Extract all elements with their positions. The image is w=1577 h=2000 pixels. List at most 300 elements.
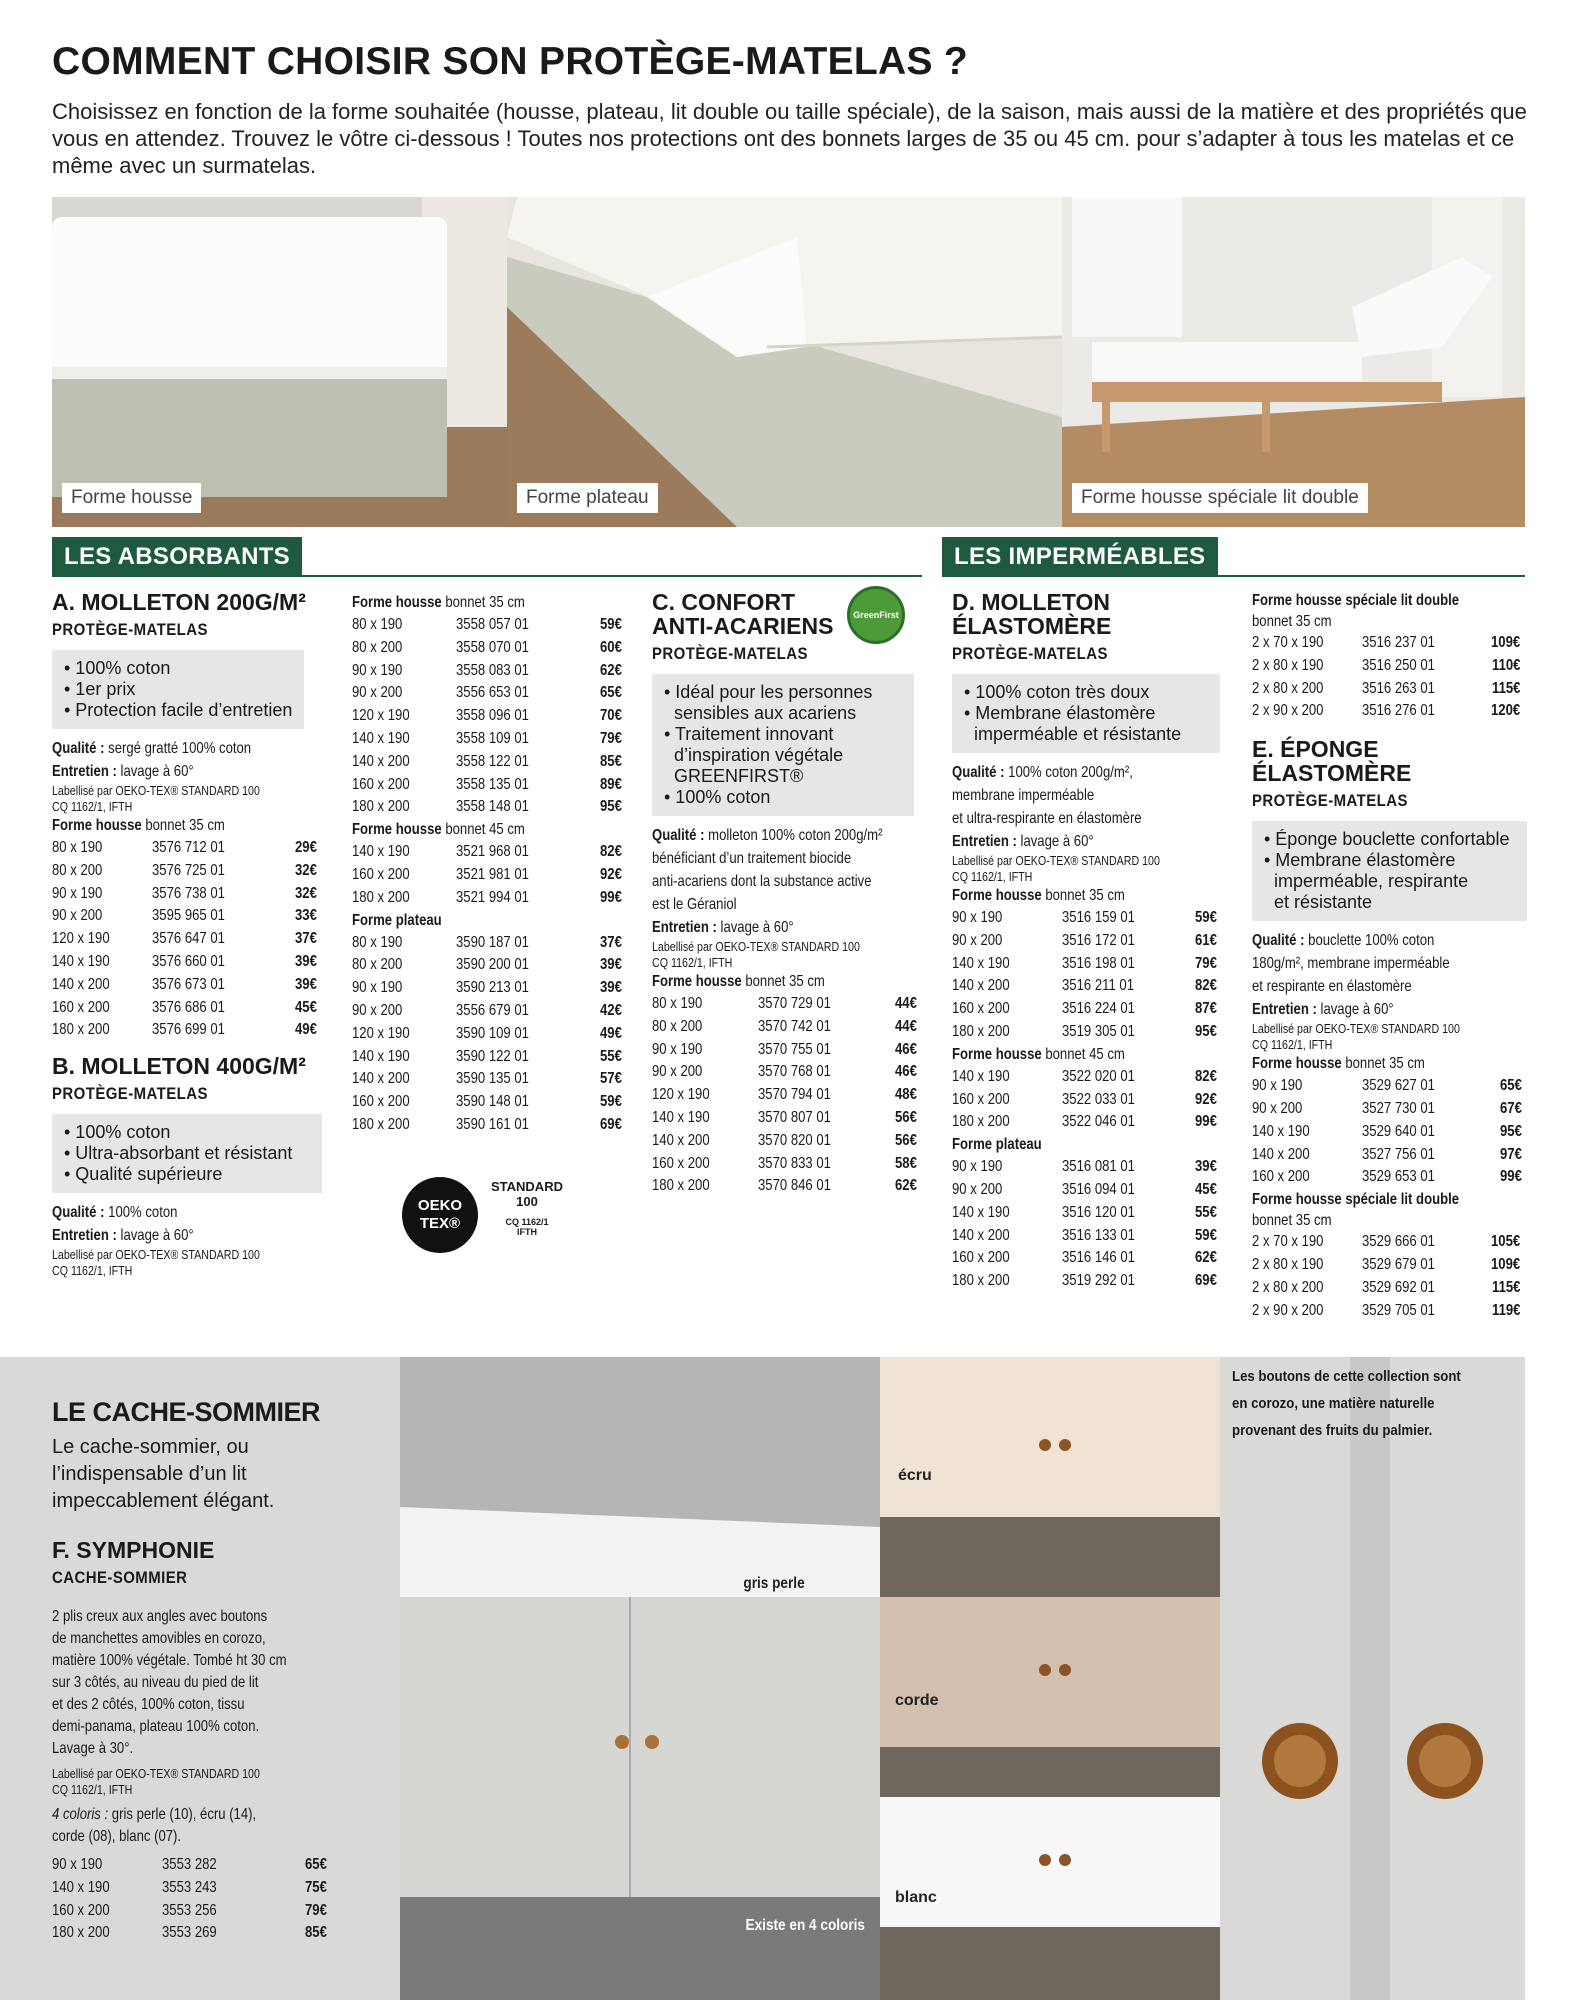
column-d [952,590,1222,1293]
lit-double-illustration [1062,197,1525,527]
size-cell: 160 x 200 [352,1093,410,1111]
product-c-label: Labellisé par OEKO-TEX® STANDARD 100 [652,939,860,954]
product-c-qualite-4: est le Géraniol [652,896,737,913]
price-cell: 92€ [1195,1090,1218,1108]
price-cell: 59€ [1195,909,1218,926]
price-cell: 46€ [895,1063,918,1081]
price-row [652,1130,922,1153]
price-cell: 56€ [895,1108,918,1126]
reference-cell: 3558 135 01 [456,775,530,793]
price-row [352,887,627,910]
size-cell: 90 x 190 [652,1040,703,1058]
reference-cell: 3521 994 01 [456,888,530,906]
size-cell: 2 x 80 x 190 [1252,1255,1324,1273]
price-row [1252,1144,1527,1167]
size-cell: 2 x 80 x 200 [1252,1278,1324,1296]
product-c-qualite-3: anti-acariens dont la substance active [652,873,872,890]
price-row [952,907,1222,930]
reference-cell: 3527 756 01 [1362,1145,1435,1163]
intro-text: Choisissez en fonction de la forme souhaitée (housse, plateau, lit double ou taille spéciale), de la saison, mais aussi de la matière et des propriétés que vous en attendez. Trouvez le vôtre ci-dessous ! Toutes nos protections ont des bonnets larges de 35 ou 45 cm. pour s’adapter à tous les matelas et ce même avec un surmatelas. [52,99,1527,178]
column-b-prices [352,592,627,1287]
size-cell: 80 x 190 [652,995,703,1012]
band-absorbants [52,537,922,577]
gris-perle-label: gris perle [743,1575,805,1592]
price-row [652,1061,922,1084]
price-row [1252,700,1527,723]
reference-cell: 3558 109 01 [456,729,530,747]
price-cell: 99€ [1500,1168,1523,1186]
price-cell: 85€ [600,752,623,770]
feature: • Membrane élastomère [1264,850,1456,871]
product-c-features [652,674,914,816]
size-cell: 80 x 200 [352,638,403,656]
price-cell: 79€ [600,729,623,747]
price-cell: 99€ [1195,1113,1218,1131]
reference-cell: 3522 020 01 [1062,1067,1135,1085]
reference-cell: 3519 305 01 [1062,1022,1135,1040]
product-a-features [52,650,304,729]
column-a-b [52,590,322,1279]
size-cell: 180 x 200 [352,1115,410,1133]
price-row [1252,1300,1527,1323]
housse-illustration [52,197,507,527]
corozo-button-illustration [1220,1357,1525,2000]
product-a-qualite: Qualité : sergé gratté 100% coton [52,740,252,757]
feature: • Idéal pour les personnes [664,682,873,702]
reference-cell: 3516 146 01 [1062,1249,1135,1267]
size-cell: 140 x 190 [52,1878,110,1896]
page-title: COMMENT CHOISIR SON PROTÈGE-MATELAS ? [52,40,969,83]
size-cell: 180 x 200 [952,1022,1010,1040]
price-cell: 109€ [1491,1255,1521,1273]
cache-price-table [52,1854,332,1945]
swatch-blanc-label: blanc [895,1889,937,1906]
size-cell: 90 x 200 [352,684,403,702]
size-cell: 2 x 70 x 190 [1252,634,1324,651]
price-cell: 95€ [600,798,623,816]
product-c-qualite-2: bénéficiant d’un traitement biocide [652,850,852,867]
size-cell: 160 x 200 [1252,1168,1310,1186]
product-e-subtitle: PROTÈGE-MATELAS [1252,791,1408,811]
reference-cell: 3516 263 01 [1361,679,1435,697]
reference-cell: 3576 686 01 [151,998,225,1016]
price-row [352,660,627,683]
product-a-subtitle: PROTÈGE-MATELAS [52,620,208,639]
price-row [352,682,627,705]
size-cell: 140 x 200 [352,752,410,770]
reference-cell: 3558 148 01 [456,798,530,816]
size-cell: 180 x 200 [652,1177,710,1195]
price-cell: 120€ [1491,702,1521,720]
reference-cell: 3590 109 01 [456,1024,530,1042]
price-row [652,1084,922,1107]
price-row [652,1016,922,1039]
price-row [52,997,322,1020]
price-cell: 82€ [600,843,623,861]
reference-cell: 3522 046 01 [1062,1113,1135,1131]
reference-cell: 3576 699 01 [151,1021,225,1039]
reference-cell: 3590 213 01 [456,979,530,997]
price-cell: 59€ [600,1093,623,1111]
reference-cell: 3595 965 01 [151,907,225,925]
price-row [352,751,627,774]
group-heading: Forme plateau [352,911,442,929]
reference-cell: 3570 755 01 [757,1040,831,1058]
size-cell: 160 x 200 [652,1154,710,1172]
size-cell: 180 x 200 [52,1021,110,1039]
reference-cell: 3590 187 01 [456,933,530,951]
band-impermeables [942,537,1525,577]
price-row [952,1202,1222,1225]
product-b-groups [352,592,627,1137]
reference-cell: 3576 725 01 [151,861,225,879]
price-row [1252,632,1527,655]
size-cell: 140 x 190 [952,1067,1010,1085]
reference-cell: 3516 276 01 [1361,702,1435,720]
price-cell: 39€ [295,952,318,970]
price-row [352,1046,627,1069]
price-row [952,1021,1222,1044]
size-cell: 120 x 190 [52,930,110,948]
product-c-title-2: ANTI-ACARIENS [652,613,834,639]
price-row [952,1247,1222,1270]
product-a-group: Forme housse bonnet 35 cm [52,817,225,834]
product-e-special-table [1252,1231,1527,1322]
reference-cell: 3553 243 [162,1878,217,1896]
price-row [352,728,627,751]
size-cell: 140 x 200 [652,1131,710,1149]
price-table [352,932,627,1137]
size-cell: 120 x 190 [352,707,410,725]
product-c-cq: CQ 1162/1, IFTH [652,955,733,970]
price-cell: 44€ [895,1017,918,1035]
product-a-table [52,837,322,1042]
price-cell: 82€ [1195,1067,1218,1085]
swatches-column [880,1357,1220,2000]
photo-label-housse: Forme housse [62,483,201,513]
reference-cell: 3516 081 01 [1062,1158,1135,1176]
price-row [52,1877,332,1900]
price-row [952,1111,1222,1134]
price-cell: 79€ [305,1901,328,1919]
product-d-title-1: D. MOLLETON [952,589,1111,615]
price-table [1252,1075,1527,1189]
size-cell: 160 x 200 [952,1090,1010,1108]
size-cell: 140 x 190 [52,952,110,970]
price-row [652,1039,922,1062]
price-cell: 62€ [1195,1249,1218,1267]
photo-forme-housse-speciale [1062,197,1525,527]
reference-cell: 3516 211 01 [1062,977,1134,995]
price-cell: 33€ [295,907,318,925]
size-cell: 90 x 190 [952,909,1003,926]
price-row [52,951,322,974]
reference-cell: 3558 122 01 [456,752,530,770]
price-cell: 67€ [1500,1099,1523,1117]
price-row [52,883,322,906]
feature: • Membrane élastomère [964,703,1156,723]
reference-cell: 3516 237 01 [1361,634,1435,651]
reference-cell: 3570 820 01 [757,1131,831,1149]
product-d-label: Labellisé par OEKO-TEX® STANDARD 100 [952,853,1160,868]
size-cell: 90 x 200 [1252,1099,1303,1117]
price-row [52,905,322,928]
price-row [352,1068,627,1091]
size-cell: 2 x 80 x 200 [1252,679,1324,697]
cache-product-sub: CACHE-SOMMIER [52,1568,188,1587]
price-row [352,932,627,955]
reference-cell: 3529 692 01 [1361,1278,1435,1296]
swatch-corde-label: corde [895,1692,939,1709]
price-row [952,930,1222,953]
reference-cell: 3590 122 01 [456,1047,530,1065]
price-cell: 59€ [600,616,623,633]
size-cell: 140 x 190 [1252,1122,1310,1140]
price-table [952,1156,1222,1293]
feature: et résistante [1274,892,1373,913]
size-cell: 2 x 80 x 190 [1252,656,1324,674]
product-d-special-group: Forme housse spéciale lit double [1252,592,1460,609]
product-e-special-group: Forme housse spéciale lit double [1252,1191,1460,1209]
price-table [352,841,627,909]
price-cell: 75€ [305,1878,328,1896]
reference-cell: 3521 968 01 [456,843,530,861]
product-e-groups [1252,1053,1527,1189]
plateau-illustration [507,197,1062,527]
size-cell: 180 x 200 [352,888,410,906]
size-cell: 180 x 200 [352,798,410,816]
price-cell: 65€ [1500,1077,1523,1095]
price-cell: 39€ [1195,1158,1218,1176]
column-e [1252,590,1527,1322]
product-d-entretien: Entretien : lavage à 60° [952,833,1094,850]
reference-cell: 3516 159 01 [1062,909,1135,926]
cache-product-title: F. SYMPHONIE [52,1537,215,1563]
price-row [952,1179,1222,1202]
group-heading: Forme housse bonnet 35 cm [952,887,1125,904]
feature: GREENFIRST® [674,766,804,786]
product-e-entretien: Entretien : lavage à 60° [1252,1001,1394,1019]
price-cell: 55€ [600,1047,623,1065]
column-c [652,590,922,1198]
size-cell: 90 x 190 [352,979,403,997]
price-cell: 115€ [1492,1278,1521,1296]
price-row [652,1153,922,1176]
existe-label: Existe en 4 coloris [745,1917,865,1934]
cache-title: LE CACHE-SOMMIER [52,1397,320,1427]
product-c-title-1: C. CONFORT [652,589,796,615]
price-cell: 49€ [600,1024,623,1042]
oeko-tex-standard: STANDARD 100 CQ 1162/1 IFTH [491,1178,563,1237]
product-d-groups [952,885,1222,1293]
oeko-tex-badge [352,1177,627,1287]
band-absorbants-label: LES ABSORBANTS [52,537,302,577]
price-row [952,1089,1222,1112]
reference-cell: 3516 250 01 [1361,656,1435,674]
price-cell: 89€ [600,775,623,793]
price-table [352,614,627,819]
reference-cell: 3576 712 01 [151,839,225,856]
price-row [352,1091,627,1114]
reference-cell: 3590 161 01 [456,1115,530,1133]
size-cell: 80 x 190 [352,933,403,951]
oeko-tex-logo: OEKO TEX® [402,1177,478,1253]
price-row [352,864,627,887]
corozo-buttons-photo [1220,1357,1525,2000]
price-cell: 85€ [305,1924,328,1942]
product-d-special-table [1252,632,1527,723]
price-cell: 39€ [600,956,623,974]
product-e-label: Labellisé par OEKO-TEX® STANDARD 100 [1252,1021,1460,1037]
size-cell: 80 x 200 [352,956,403,974]
size-cell: 180 x 200 [952,1272,1010,1290]
reference-cell: 3570 807 01 [757,1108,831,1126]
reference-cell: 3529 627 01 [1362,1077,1435,1095]
price-row [352,1114,627,1137]
price-row [1252,1098,1527,1121]
product-d-qualite-3: et ultra-respirante en élastomère [952,810,1142,827]
size-cell: 140 x 190 [952,1203,1010,1221]
price-row [352,977,627,1000]
price-cell: 62€ [600,661,623,679]
product-e-special-suffix: bonnet 35 cm [1252,1212,1332,1230]
reference-cell: 3529 679 01 [1361,1255,1435,1273]
price-cell: 115€ [1492,679,1521,697]
feature: • Qualité supérieure [64,1164,223,1185]
price-row [1252,1254,1527,1277]
reference-cell: 3558 083 01 [456,661,530,679]
price-row [352,841,627,864]
price-row [952,953,1222,976]
photo-forme-plateau [507,197,1062,527]
feature: d’inspiration végétale [674,745,844,765]
price-cell: 69€ [1195,1272,1218,1290]
reference-cell: 3558 096 01 [456,707,530,725]
price-row [352,705,627,728]
price-row [652,1107,922,1130]
product-b-entretien: Entretien : lavage à 60° [52,1227,194,1245]
price-cell: 46€ [895,1040,918,1058]
size-cell: 160 x 200 [52,998,110,1016]
reference-cell: 3522 033 01 [1062,1090,1135,1108]
product-e-qualite: Qualité : bouclette 100% coton [1252,932,1435,950]
price-cell: 61€ [1195,931,1218,949]
reference-cell: 3576 660 01 [151,952,225,970]
price-row [952,1270,1222,1293]
product-b-qualite: Qualité : 100% coton [52,1204,178,1222]
price-row [352,1023,627,1046]
product-c-qualite: Qualité : molleton 100% coton 200g/m² [652,827,883,844]
band-impermeables-label: LES IMPERMÉABLES [942,537,1218,577]
size-cell: 80 x 190 [52,839,103,856]
price-cell: 42€ [600,1001,623,1019]
size-cell: 2 x 90 x 200 [1252,1301,1324,1319]
corozo-note: Les boutons de cette collection sont en corozo, une matière naturelle provenant des fruits du palmier. [1232,1368,1461,1439]
reference-cell: 3516 198 01 [1062,954,1135,972]
feature: • 100% coton [64,1122,171,1143]
price-cell: 99€ [600,888,623,906]
size-cell: 140 x 200 [952,977,1010,995]
product-b-subtitle: PROTÈGE-MATELAS [52,1084,208,1104]
price-cell: 56€ [895,1131,918,1149]
size-cell: 90 x 200 [52,907,103,925]
feature: • 100% coton [64,658,171,678]
product-d-special-suffix: bonnet 35 cm [1252,613,1332,630]
size-cell: 90 x 190 [1252,1077,1303,1095]
price-row [352,954,627,977]
reference-cell: 3529 640 01 [1362,1122,1435,1140]
price-table [952,1066,1222,1134]
product-c-entretien: Entretien : lavage à 60° [652,919,794,936]
size-cell: 80 x 200 [52,861,103,879]
price-cell: 65€ [305,1856,328,1873]
size-cell: 140 x 200 [952,1226,1010,1244]
reference-cell: 3553 256 [162,1901,217,1919]
price-cell: 58€ [895,1154,918,1172]
price-cell: 97€ [1500,1145,1523,1163]
reference-cell: 3519 292 01 [1062,1272,1135,1290]
price-cell: 37€ [295,930,318,948]
price-cell: 59€ [1195,1226,1218,1244]
price-cell: 95€ [1195,1022,1218,1040]
size-cell: 140 x 190 [952,954,1010,972]
cache-sommier-panel [0,1357,400,2000]
greenfirst-icon: GreenFirst [847,586,905,644]
size-cell: 90 x 200 [352,1001,403,1019]
price-cell: 110€ [1492,656,1521,674]
reference-cell: 3570 742 01 [757,1017,831,1035]
product-d-qualite-2: membrane imperméable [952,787,1095,804]
size-cell: 140 x 190 [652,1108,710,1126]
product-b-features [52,1114,322,1193]
size-cell: 90 x 200 [952,1180,1003,1198]
reference-cell: 3576 647 01 [151,930,225,948]
feature: • Protection facile d’entretien [64,700,293,720]
price-cell: 45€ [295,998,318,1016]
price-row [52,928,322,951]
size-cell: 140 x 190 [352,1047,410,1065]
size-cell: 90 x 200 [652,1063,703,1081]
reference-cell: 3516 172 01 [1062,931,1135,949]
price-cell: 79€ [1195,954,1218,972]
size-cell: 120 x 190 [652,1086,710,1104]
price-cell: 55€ [1195,1203,1218,1221]
price-row [52,1900,332,1923]
cache-coloris-2: corde (08), blanc (07). [52,1828,182,1845]
size-cell: 90 x 190 [52,884,103,902]
price-row [652,993,922,1016]
photo-label-lit-double: Forme housse spéciale lit double [1072,483,1368,513]
product-d-title-2: ÉLASTOMÈRE [952,613,1112,639]
reference-cell: 3556 679 01 [456,1001,530,1019]
price-cell: 62€ [895,1177,918,1195]
reference-cell: 3590 200 01 [456,956,530,974]
product-e-qualite-3: et respirante en élastomère [1252,978,1412,996]
price-row [952,1156,1222,1179]
price-cell: 60€ [600,638,623,656]
group-heading: Forme plateau [952,1136,1042,1154]
price-row [1252,1277,1527,1300]
feature: • Traitement innovant [664,724,834,744]
product-e-title: E. ÉPONGE ÉLASTOMÈRE [1252,736,1412,787]
reference-cell: 3570 846 01 [757,1177,831,1195]
photo-label-plateau: Forme plateau [517,483,658,513]
size-cell: 120 x 190 [352,1024,410,1042]
feature: • 1er prix [64,679,136,699]
product-a-title: A. MOLLETON 200G/M² [52,589,306,615]
size-cell: 2 x 90 x 200 [1252,702,1324,720]
group-heading: Forme housse bonnet 35 cm [352,594,525,611]
